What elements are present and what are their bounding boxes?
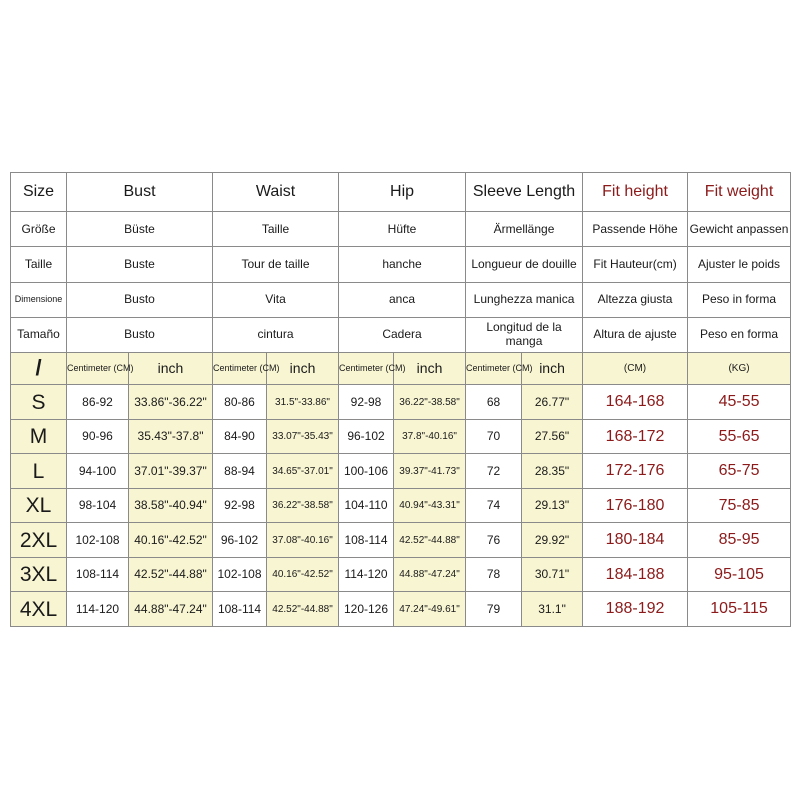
size-row-4xl [11,592,791,627]
hip-cm: 108-114 [339,523,394,558]
translation-cell: Busto [67,317,213,352]
sleeve-inch: 26.77" [522,385,583,420]
size-label: 4XL [11,592,67,627]
waist-cm: 108-114 [213,592,267,627]
translation-cell: Altezza giusta [583,282,688,317]
translation-cell: Dimensione [11,282,67,317]
sleeve-cm-unit: Centimeter (CM) [466,352,522,385]
translation-cell: Longueur de douille [466,247,583,282]
translation-cell: Buste [67,247,213,282]
size-label: M [11,419,67,454]
waist-inch-unit: inch [267,352,339,385]
waist-cm: 92-98 [213,488,267,523]
bust-cm: 86-92 [67,385,129,420]
fit-height: 164-168 [583,385,688,420]
size-row-l [11,454,791,489]
waist-cm: 80-86 [213,385,267,420]
sleeve-inch-unit: inch [522,352,583,385]
sleeve-inch: 30.71" [522,557,583,592]
sleeve-cm: 79 [466,592,522,627]
waist-inch: 37.08"-40.16" [267,523,339,558]
fit-weight: 105-115 [688,592,791,627]
bust-inch: 42.52"-44.88" [129,557,213,592]
bust-cm: 108-114 [67,557,129,592]
waist-inch: 42.52"-44.88" [267,592,339,627]
size-row-3xl [11,557,791,592]
sleeve-cm: 70 [466,419,522,454]
translation-cell: Vita [213,282,339,317]
fit-weight: 85-95 [688,523,791,558]
header-fit-height: Fit height [583,173,688,212]
translation-row-german [11,212,791,247]
bust-inch: 44.88"-47.24" [129,592,213,627]
fit-height: 180-184 [583,523,688,558]
waist-inch: 33.07"-35.43" [267,419,339,454]
sleeve-inch: 29.92" [522,523,583,558]
translation-cell: Longitud de la manga [466,317,583,352]
bust-inch: 35.43"-37.8" [129,419,213,454]
hip-inch: 47.24"-49.61" [394,592,466,627]
size-label: S [11,385,67,420]
translation-row-spanish [11,317,791,352]
sleeve-cm: 76 [466,523,522,558]
fit-weight: 45-55 [688,385,791,420]
translation-cell: anca [339,282,466,317]
fit-height: 188-192 [583,592,688,627]
units-row [11,352,791,385]
translation-cell: Büste [67,212,213,247]
bust-inch: 33.86"-36.22" [129,385,213,420]
hip-inch: 42.52"-44.88" [394,523,466,558]
sleeve-cm: 72 [466,454,522,489]
header-bust: Bust [67,173,213,212]
bust-cm: 102-108 [67,523,129,558]
translation-cell: Größe [11,212,67,247]
waist-inch: 40.16"-42.52" [267,557,339,592]
fit-weight: 95-105 [688,557,791,592]
sleeve-inch: 29.13" [522,488,583,523]
waist-cm: 96-102 [213,523,267,558]
translation-row-french [11,247,791,282]
waist-cm: 88-94 [213,454,267,489]
bust-cm: 94-100 [67,454,129,489]
size-row-xl [11,488,791,523]
hip-inch: 37.8"-40.16" [394,419,466,454]
fit-weight: 75-85 [688,488,791,523]
hip-inch: 44.88"-47.24" [394,557,466,592]
header-hip: Hip [339,173,466,212]
sleeve-cm: 68 [466,385,522,420]
translation-cell: Fit Hauteur(cm) [583,247,688,282]
bust-inch: 40.16"-42.52" [129,523,213,558]
translation-cell: Peso en forma [688,317,791,352]
fit-weight: 55-65 [688,419,791,454]
weight-unit: (KG) [688,352,791,385]
sleeve-inch: 27.56" [522,419,583,454]
translation-cell: Altura de ajuste [583,317,688,352]
translation-cell: Hüfte [339,212,466,247]
bust-cm: 98-104 [67,488,129,523]
size-label: 3XL [11,557,67,592]
waist-cm: 84-90 [213,419,267,454]
fit-height: 172-176 [583,454,688,489]
hip-cm: 104-110 [339,488,394,523]
hip-inch-unit: inch [394,352,466,385]
sleeve-cm: 78 [466,557,522,592]
waist-cm-unit: Centimeter (CM) [213,352,267,385]
translation-cell: Passende Höhe [583,212,688,247]
bust-inch-unit: inch [129,352,213,385]
translation-cell: Lunghezza manica [466,282,583,317]
header-fit-weight: Fit weight [688,173,791,212]
size-row-2xl [11,523,791,558]
sleeve-inch: 28.35" [522,454,583,489]
height-unit: (CM) [583,352,688,385]
bust-cm-unit: Centimeter (CM) [67,352,129,385]
hip-cm: 96-102 [339,419,394,454]
size-chart-table [10,172,791,627]
translation-cell: Peso in forma [688,282,791,317]
bust-cm: 90-96 [67,419,129,454]
hip-inch: 36.22"-38.58" [394,385,466,420]
bust-cm: 114-120 [67,592,129,627]
translation-cell: Ajuster le poids [688,247,791,282]
waist-inch: 31.5"-33.86" [267,385,339,420]
sleeve-inch: 31.1" [522,592,583,627]
size-label: L [11,454,67,489]
header-size: Size [11,173,67,212]
hip-cm-unit: Centimeter (CM) [339,352,394,385]
hip-cm: 120-126 [339,592,394,627]
translation-cell: Cadera [339,317,466,352]
fit-height: 176-180 [583,488,688,523]
translation-cell: cintura [213,317,339,352]
fit-height: 168-172 [583,419,688,454]
size-label: 2XL [11,523,67,558]
translation-cell: Ärmellänge [466,212,583,247]
hip-inch: 40.94"-43.31" [394,488,466,523]
waist-inch: 36.22"-38.58" [267,488,339,523]
translation-row-italian [11,282,791,317]
translation-cell: Taille [11,247,67,282]
waist-cm: 102-108 [213,557,267,592]
slash-cell: / [11,352,67,385]
hip-inch: 39.37"-41.73" [394,454,466,489]
translation-cell: Busto [67,282,213,317]
size-label: XL [11,488,67,523]
header-row [11,173,791,212]
translation-cell: Tour de taille [213,247,339,282]
translation-cell: Gewicht anpassen [688,212,791,247]
bust-inch: 38.58"-40.94" [129,488,213,523]
translation-cell: Taille [213,212,339,247]
hip-cm: 114-120 [339,557,394,592]
bust-inch: 37.01"-39.37" [129,454,213,489]
fit-height: 184-188 [583,557,688,592]
hip-cm: 100-106 [339,454,394,489]
header-sleeve-length: Sleeve Length [466,173,583,212]
translation-cell: hanche [339,247,466,282]
header-waist: Waist [213,173,339,212]
waist-inch: 34.65"-37.01" [267,454,339,489]
size-row-s [11,385,791,420]
translation-cell: Tamaño [11,317,67,352]
hip-cm: 92-98 [339,385,394,420]
fit-weight: 65-75 [688,454,791,489]
size-row-m [11,419,791,454]
sleeve-cm: 74 [466,488,522,523]
